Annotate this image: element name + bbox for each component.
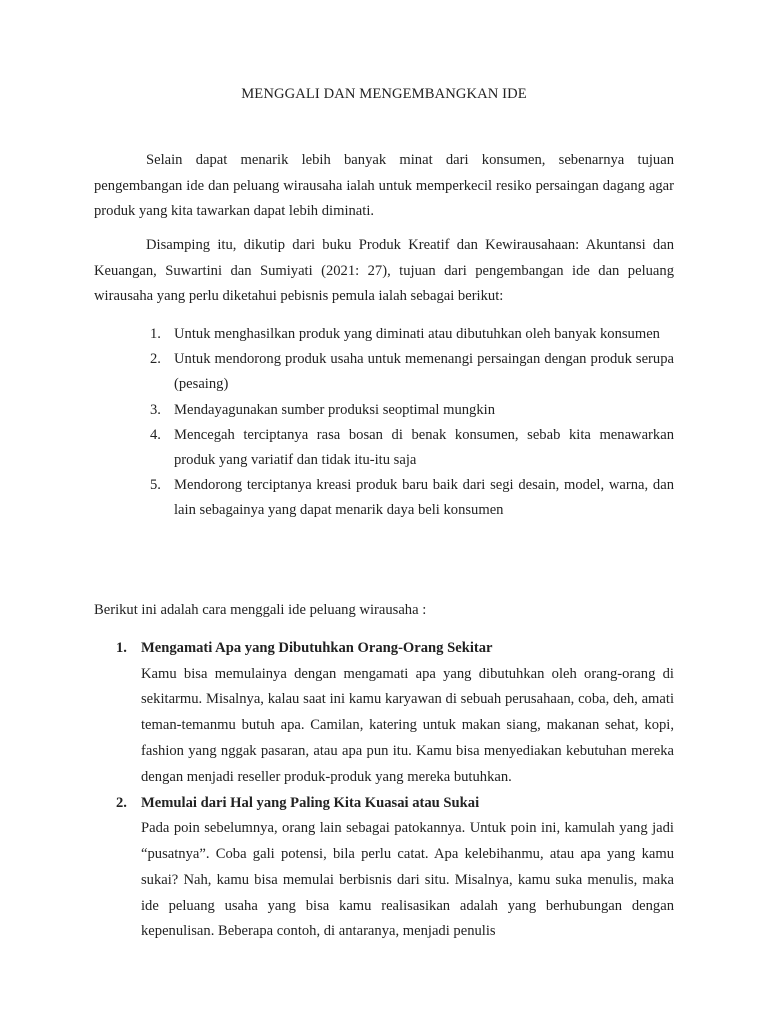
goal-text: Mencegah terciptanya rasa bosan di benak konsumen, sebab kita menawarkan produk yang variatif dan tidak itu-itu saja: [174, 426, 674, 469]
goal-item: [94, 473, 674, 523]
goal-text: Mendorong terciptanya kreasi produk baru baik dari segi desain, model, warna, dan lain sebagainya yang dapat menarik daya beli konsumen: [174, 477, 674, 519]
way-heading: Mengamati Apa yang Dibutuhkan Orang-Orang Sekitar: [141, 640, 493, 656]
paragraph-intro: Selain dapat menarik lebih banyak minat dari konsumen, sebenarnya tujuan pengembangan ide dan peluang wirausaha ialah untuk memperkecil resiko persaingan dagang agar produk yang kita tawarkan dapat lebih diminati.: [94, 152, 674, 220]
way-heading: Memulai dari Hal yang Paling Kita Kuasai atau Sukai: [141, 794, 480, 811]
way-number: 2.: [116, 794, 127, 811]
goals-list: [94, 322, 674, 524]
goal-number: 2.: [150, 351, 161, 368]
goal-number: 5.: [150, 477, 161, 494]
goal-text: Untuk mendorong produk usaha untuk memenangi persaingan dengan produk serupa (pesaing): [174, 351, 674, 393]
way-number: 1.: [116, 640, 127, 656]
paragraph-source: Disamping itu, dikutip dari buku Produk Kreatif dan Kewirausahaan: Akuntansi dan Keuangan, Suwartini dan Sumiyati (2021: 27), tujuan dari pengembangan ide dan peluang wirausaha yang perlu diketahui pebisnis pemula ialah sebagai berikut:: [94, 237, 674, 305]
goal-number: 4.: [150, 426, 161, 443]
goal-text: Untuk menghasilkan produk yang diminati atau dibutuhkan oleh banyak konsumen: [174, 326, 660, 342]
way-item: [94, 791, 674, 946]
goal-number: 1.: [150, 326, 161, 342]
goal-item: [94, 347, 674, 397]
goal-text: Mendayagunakan sumber produksi seoptimal mungkin: [174, 401, 496, 418]
goal-item: [94, 322, 674, 347]
goal-number: 3.: [150, 401, 161, 418]
way-body: Kamu bisa memulainya dengan mengamati apa yang dibutuhkan oleh orang-orang di sekitarmu. Misalnya, kalau saat ini kamu karyawan di sebuah perusahaan, coba, deh, amati teman-temanmu butuh apa. Camilan, katering untuk makan siang, makanan sehat, kopi, fashion yang nggak pasaran, atau apa pun itu. Kamu bisa menyediakan kebutuhan mereka dengan menjadi reseller produk-produk yang mereka butuhkan.: [141, 665, 674, 785]
goal-item: [94, 398, 674, 423]
ways-list: [94, 636, 674, 945]
ways-intro: Berikut ini adalah cara menggali ide peluang wirausaha :: [94, 602, 427, 618]
document-title: MENGGALI DAN MENGEMBANGKAN IDE: [241, 86, 527, 102]
way-item: [94, 636, 674, 791]
goal-item: [94, 423, 674, 473]
way-body: Pada poin sebelumnya, orang lain sebagai patokannya. Untuk poin ini, kamulah yang jadi “pusatnya”. Coba gali potensi, bila perlu catat. Apa kelebihanmu, atau apa yang kamu sukai? Nah, kamu bisa memulai berbisnis dari situ. Misalnya, kamu suka menulis, maka ide peluang usaha yang bisa kamu realisasikan adalah yang berhubungan dengan kepenulisan. Beberapa contoh, di antaranya, menjadi penulis: [141, 820, 674, 940]
